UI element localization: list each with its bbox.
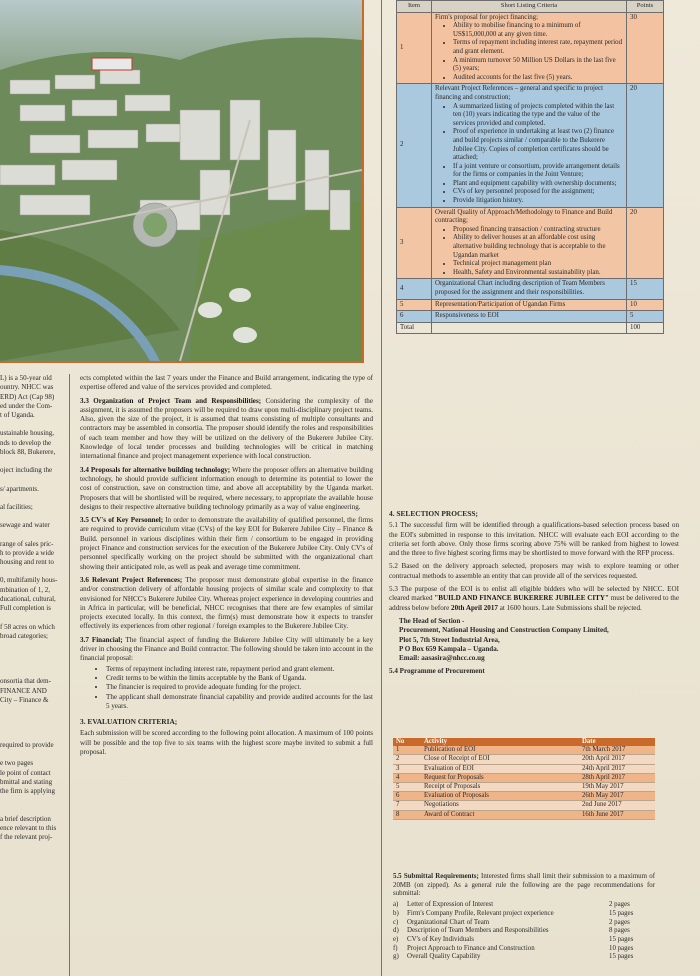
left-cut-line: Full completion is [0, 604, 51, 613]
list-item: d) Description of Team Members and Responsibilities 8 pages [393, 927, 630, 935]
left-cut-line: a brief description [0, 814, 51, 823]
address-line: Plot 5, 7th Street Industrial Area, [399, 635, 500, 644]
left-cut-line: housing and rent to [0, 558, 54, 567]
section-3-7-body: The financial aspect of funding the Bukerere Jubilee City will ultimately be a key driver in choosing the Finance and Build contractor. The following should be taken into account in the financial proposal: [80, 635, 373, 663]
mid-intro: ects completed within the last 7 years under the Finance and Build arrangement, indicating the type of expertise offered and value of the services provided and completed. [80, 374, 373, 392]
criteria-item: 6 [397, 311, 432, 323]
criteria-row [397, 279, 664, 299]
left-cut-line: e two pages [0, 759, 34, 768]
left-cut-line: the firm is applying [0, 787, 56, 796]
list-item: • Ability to deliver houses at an affordable cost using alternative building technology that is acceptable to the Ugandan market [453, 234, 623, 260]
section-5-5-body: Interested firms shall limit their submission to a maximum of 20MB (on zipped). As a general rule the following are the page recommendations for submittal: [393, 873, 656, 898]
list-item: e) CV's of Key Individuals 15 pages [393, 935, 634, 943]
criteria-lead: Overall Quality of Approach/Methodology to Finance and Build contracting; [435, 208, 613, 225]
criteria-points: 20 [627, 84, 664, 207]
list-item: a) Letter of Expression of Interest 2 pages [393, 901, 630, 909]
section-3-5-body: In order to demonstrate the availability of qualified personnel, the firms are required to provide curriculum vitae (CVs) of the key EOI for Bukerere Jubilee City – Finance & Build. personnel in various disciplines within their firm / consortium to be engaged in providing project Finance and construction services for the execution of the Bukerere Jubilee City. Only CV's of personnel specifically working on the project should be submitted with the organizational chart showing their anticipated role, as well as peak and average time commitment. [80, 516, 374, 571]
criteria-row [397, 207, 664, 279]
table-row: 2 Close of Receipt of EOI 20th April 2017 [393, 755, 655, 764]
left-cut-line [0, 641, 68, 650]
criteria-points: 30 [627, 12, 664, 84]
left-cut-line: mbination of 1, 2, [0, 585, 50, 594]
left-cut-line: ed under the Com- [0, 401, 53, 410]
table-row: 6 Evaluation of Proposals 26th May 2017 [393, 792, 655, 801]
criteria-row [397, 299, 664, 311]
section-3-heading: 3. EVALUATION CRITERIA; [80, 717, 178, 727]
list-item: f) Project Approach to Finance and Construction 10 pages [393, 944, 634, 952]
header-criteria: Short Listing Criteria [432, 1, 627, 13]
table-row: 3 Evaluation of EOI 24th April 2017 [393, 764, 655, 773]
left-cut-line [0, 659, 68, 668]
left-cut-line: 0, multifamily hous- [0, 576, 58, 585]
criteria-total-label: Total [397, 322, 432, 334]
list-item: • Audited accounts for the last five (5) years. [453, 74, 623, 83]
table-row: 5 Receipt of Proposals 19th May 2017 [393, 783, 655, 792]
list-item: • The financier is required to provide adequate funding for the project. [106, 683, 373, 692]
list-item: c) Organizational Chart of Team 2 pages [393, 918, 630, 926]
criteria-total-points: 100 [627, 322, 664, 334]
section-3-3 [80, 397, 373, 462]
criteria-item: 3 [397, 207, 432, 279]
left-cut-line [0, 723, 68, 732]
criteria-item: 4 [397, 279, 432, 299]
left-cut-line: broad categories; [0, 631, 49, 640]
section-5-3: 5.3 The purpose of the EOI is to enlist all eligible bidders who will be selected by NHCC. EOI cleared marked "BUILD AND FINANCE BUKERERE JUBILEE CITY" must be delivered to the address below before 20th April 2017 at 1600 hours. Late Submissions shall be rejected. [389, 585, 679, 612]
section-3-4 [80, 466, 373, 512]
criteria-cell [432, 311, 627, 323]
criteria-points: 5 [627, 311, 664, 323]
header-date: Date [579, 738, 655, 746]
criteria-points: 15 [627, 279, 664, 299]
section-3-3-body: Considering the complexity of the assignment, it is assumed the proposers will be required to draw upon multi-disciplinary project teams. Also, given the size of the project, it is assumed that teams consisting of multiple consultants and contractors may be assembled in consortia. The proposer should identify the roles and responsibilities of each team member and how they will be utilized on the delivery of the Bukerere Jubilee City. Knowledge of local tender processes and building technologies will be critical in matching international finance and project management experience with local construction. [80, 396, 373, 461]
section-3-5 [80, 516, 373, 572]
left-cut-line [0, 714, 68, 723]
table-row: 4 Request for Proposals 28th April 2017 [393, 773, 655, 782]
list-item: b) Firm's Company Profile, Relevant project experience 15 pages [393, 909, 634, 917]
left-cut-line [0, 512, 68, 521]
left-cut-line: ence relevant to this [0, 823, 57, 832]
section-5-2: 5.2 Based on the delivery approach selected, proposers may wish to explore teaming or other contractual methods to assemble an entity that can provide all of the services requested. [389, 562, 679, 580]
left-cut-line: onsortia that dem- [0, 677, 51, 686]
criteria-lead: Organizational Chart including description of Team Members proposed for the assignment and their responsibilities. [435, 280, 605, 296]
eoi-marking: "BUILD AND FINANCE BUKERERE JUBILEE CITY" [434, 594, 609, 603]
section-3-5-title: 3.5 CV's of Key Personnel; [80, 516, 164, 525]
criteria-item: 1 [397, 12, 432, 84]
left-cut-line: f 58 acres on which [0, 622, 55, 631]
criteria-lead: Relevant Project References – general and specific to project financing and construction; [435, 85, 603, 101]
section-3-7 [80, 636, 373, 664]
list-item: • Proposed financing transaction / contracting structure [453, 226, 623, 235]
criteria-row [397, 84, 664, 207]
criteria-cell [432, 12, 627, 84]
list-item: • The applicant shall demonstrate financial capability and provide audited accounts for the last 5 years. [106, 693, 373, 712]
section-3-4-body: Where the proposer offers an alternative building technology, he should provide sufficient information enough to determine its potential to lower the cost of construction, save on construction time, and above all acceptability by the Uganda market. Proposers that will be shortlisted will be required, where necessary, to appropriate the available house designs to their respective alternative building technology primarily as a way of value engineering. [80, 465, 373, 511]
section-3-6 [80, 576, 373, 632]
table-row: 8 Award of Contract 16th June 2017 [393, 810, 655, 819]
list-item: g) Overall Quality Capability 15 pages [393, 953, 634, 961]
criteria-points: 10 [627, 299, 664, 311]
submittal-list [393, 901, 655, 962]
criteria-lead: Responsiveness to EOI [435, 312, 499, 320]
header-points: Points [627, 1, 664, 13]
delivery-address [399, 617, 679, 663]
left-cut-line: le point of contact [0, 768, 51, 777]
section-5-4-heading: 5.4 Programme of Procurement [389, 667, 485, 676]
section-3-body: Each submission will be scored according to the following point allocation. A maximum of 100 points will be possible and the top five to six teams with the highest score maybe invited to submit a full proposal. [80, 729, 373, 756]
left-cut-line [0, 705, 68, 714]
list-item: • Credit terms to be within the limits acceptable by the Bank of Uganda. [106, 674, 373, 683]
list-item: • Ability to mobilise financing to a minimum of US$15,000,000 at any given time. [453, 22, 623, 39]
criteria-cell [432, 279, 627, 299]
criteria-total-row [397, 322, 664, 334]
list-item: • If a joint venture or consortium, provide arrangement details for the firms or companies in the Joint Venture; [453, 163, 623, 180]
left-cut-line: ERD) Act (Cap 98) [0, 392, 55, 401]
left-cut-line: City – Finance & [0, 695, 49, 704]
list-item: • Terms of repayment including interest rate, repayment period and grant element. [453, 39, 623, 56]
list-item: • Terms of repayment including interest rate, repayment period and grant element. [106, 665, 373, 674]
left-cut-line: f the relevant proj- [0, 833, 53, 842]
list-item: • Health, Safety and Environmental sustainability plan. [453, 269, 623, 278]
left-cut-line [0, 567, 68, 576]
criteria-cell [432, 207, 627, 279]
criteria-row [397, 311, 664, 323]
section-5-5-title: 5.5 Submittal Requirements; [393, 873, 479, 880]
criteria-points: 20 [627, 207, 664, 279]
header-no: No [393, 738, 421, 746]
left-cut-line: range of sales pric- [0, 539, 54, 548]
left-cut-line [0, 806, 68, 815]
section-3-7-title: 3.7 Financial; [80, 635, 123, 644]
left-cut-line [0, 668, 68, 677]
left-cut-line: ountry. NHCC was [0, 383, 54, 392]
header-activity: Activity [421, 738, 579, 746]
financial-bullets [80, 665, 373, 711]
left-cut-line: nds to develop the [0, 438, 52, 447]
aerial-city-rendering [0, 0, 364, 363]
left-cut-line: h to provide a wide [0, 548, 55, 557]
left-cut-line: FINANCE AND [0, 686, 47, 695]
list-item: • A summarized listing of projects completed within the last ten (10) years indicating the type and the value of the services provided and completed. [453, 103, 623, 129]
left-cut-line [0, 420, 68, 429]
deadline-date: 20th April 2017 [451, 603, 498, 612]
left-cut-line [0, 531, 68, 540]
criteria-cell [432, 299, 627, 311]
section-5-5 [393, 873, 655, 899]
left-cut-line: L) is a 50-year old [0, 374, 52, 382]
left-cut-line: ducational, cultural, [0, 595, 56, 604]
criteria-item: 2 [397, 84, 432, 207]
email-link[interactable]: Email: aasasira@nhcc.co.ug [399, 654, 485, 663]
column-rule-right [381, 0, 382, 976]
section-3-6-title: 3.6 Relevant Project References; [80, 575, 183, 584]
left-cut-line [0, 457, 68, 466]
section-3-4-title: 3.4 Proposals for alternative building technology; [80, 465, 231, 474]
list-item: • Proof of experience in undertaking at least two (2) finance and build projects similar / comparable to the Bukerere Jubilee City. Copies of completion certificates should be attached; [453, 128, 623, 162]
criteria-lead: Representation/Participation of Ugandan Firms [435, 300, 566, 308]
left-cut-line: oject including the [0, 466, 53, 475]
list-item: • Provide litigation history. [453, 197, 623, 206]
left-cut-line [0, 732, 68, 741]
address-line: Procurement, National Housing and Construction Company Limited, [399, 626, 609, 635]
address-line: The Head of Section - [399, 616, 465, 625]
left-cut-line [0, 750, 68, 759]
left-cut-line [0, 797, 68, 806]
submittal-requirements [393, 873, 655, 962]
left-cut-line: t of Uganda. [0, 411, 35, 420]
table-row: 7 Negotiations 2nd June 2017 [393, 801, 655, 810]
list-item: • Technical project management plan [453, 260, 623, 269]
criteria-item: 5 [397, 299, 432, 311]
left-cut-line [0, 494, 68, 503]
address-line: P O Box 659 Kampala – Uganda. [399, 644, 499, 653]
criteria-cell [432, 84, 627, 207]
left-cut-line: required to provide [0, 741, 54, 750]
left-cut-line: sewage and water [0, 521, 50, 530]
criteria-row [397, 12, 664, 84]
left-cut-line: ustainable housing, [0, 429, 55, 438]
criteria-table [396, 0, 664, 334]
criteria-lead: Firm's proposal for project financing; [435, 13, 539, 21]
list-item: • Plant and equipment capability with ownership documents; [453, 180, 623, 189]
section-3-6-body: The proposer must demonstrate global expertise in the finance and/or construction delivery of affordable housing projects of similar scale and complexity to that envisioned for NHCC's Bukerere Jubilee City. Whereas project experience in developing countries and in Africa in particular, will be beneficial, NHCC recognises that there are few examples of similar projects executed locally. In this context, the firm(s) must demonstrate how it expects to transfer effectively its experiences from other regional / foreign examples to the Bukerere Jubilee City. [80, 575, 373, 631]
left-cut-line: s/ apartments. [0, 484, 39, 493]
left-cut-line: al facilities; [0, 502, 33, 511]
middle-column [80, 374, 373, 761]
list-item: • CVs of key personnel proposed for the assignment; [453, 188, 623, 197]
column-rule-left [69, 374, 70, 976]
left-cut-line: block 88, Bukerere, [0, 448, 56, 457]
left-cut-line [0, 476, 68, 485]
left-cut-line [0, 614, 68, 623]
left-column-cut-text [0, 374, 68, 843]
header-item: Item [397, 1, 432, 13]
table-row: 1 Publication of EOI 7th March 2017 [393, 746, 655, 755]
section-5-1: 5.1 The successful firm will be identified through a qualifications-based selection process based on the EOI's submitted in response to this invitation. NHCC will evaluate each EOI according to the criteria set forth above. Only those firms scoring above 75% will be ranked from highest to lowest and the three to five highest scoring firms may be shortlisted to move forward with the RFP process. [389, 521, 679, 558]
left-cut-line: bmittal and stating [0, 778, 53, 787]
programme-table [393, 738, 655, 820]
section-4-heading: 4. SELECTION PROCESS; [389, 509, 478, 518]
left-cut-line [0, 650, 68, 659]
list-item: • A minimum turnover 50 Million US Dollars in the last five (5) years; [453, 57, 623, 74]
programme-header-row [393, 738, 655, 746]
right-column [389, 503, 679, 677]
section-3-3-title: 3.3 Organization of Project Team and Responsibilities; [80, 396, 262, 405]
criteria-header-row [397, 1, 664, 13]
